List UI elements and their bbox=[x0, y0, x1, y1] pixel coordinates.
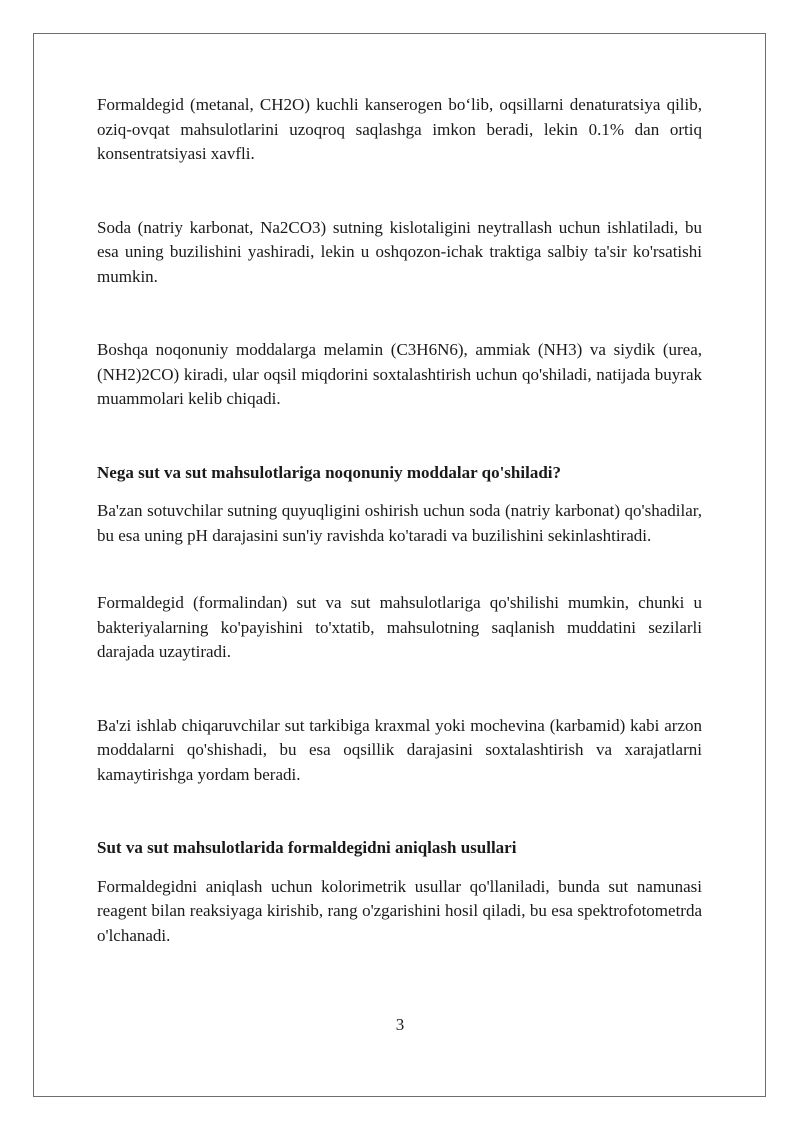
paragraph-soda: Soda (natriy karbonat, Na2CO3) sutning kislotaligini neytrallash uchun ishlatiladi, bu esa uning buzilishini yashiradi, lekin u oshqozon-ichak traktiga salbiy ta'sir ko'rsatishi mumkin. bbox=[97, 217, 702, 286]
paragraph-starch-urea: Ba'zi ishlab chiqaruvchilar sut tarkibiga kraxmal yoki mochevina (karbamid) kabi arzon moddalarni qo'shishadi, bu esa oqsillik darajasini soxtalashtirish va xarajatlarni kamaytirishga yordam beradi. bbox=[97, 715, 702, 784]
paragraph-other-substances: Boshqa noqonuniy moddalarga melamin (C3H6N6), ammiak (NH3) va siydik (urea, (NH2)2CO) kiradi, ular oqsil miqdorini soxtalashtirish uchun qo'shiladi, natijada buyrak muammolari kelib chiqadi. bbox=[97, 340, 702, 408]
paragraph-formaldehyde-intro: Formaldegid (metanal, CH2O) kuchli kanserogen bo‘lib, oqsillarni denaturatsiya qilib, oziq-ovqat mahsulotlarini uzoqroq saqlashga imkon beradi, lekin 0.1% dan ortiq konsentratsiyasi xavfli. bbox=[97, 95, 702, 163]
section-heading-detection-methods: Sut va sut mahsulotlarida formaldegidni aniqlash usullari bbox=[97, 838, 517, 857]
section-heading-why-added: Nega sut va sut mahsulotlariga noqonuniy moddalar qo'shiladi? bbox=[97, 462, 561, 482]
paragraph-sellers-soda: Ba'zan sotuvchilar sutning quyuqligini oshirish uchun soda (natriy karbonat) qo'shadilar, bu esa uning pH darajasini sun'iy ravishda ko'taradi va buzilishini sekinlashtiradi. bbox=[97, 501, 702, 545]
page-number: 3 bbox=[395, 1015, 405, 1034]
paragraph-colorimetric: Formaldegidni aniqlash uchun kolorimetrik usullar qo'llaniladi, bunda sut namunasi reagent bilan reaksiyaga kirishib, rang o'zgarishini hosil qiladi, bu esa spektrofotometrda o'lchanadi. bbox=[97, 876, 702, 945]
paragraph-formalin: Formaldegid (formalindan) sut va sut mahsulotlariga qo'shilishi mumkin, chunki u bakteriyalarning ko'payishini to'xtatib, mahsulotning saqlanish muddatini sezilarli darajada uzaytiradi. bbox=[97, 593, 702, 661]
page-content bbox=[97, 93, 702, 948]
